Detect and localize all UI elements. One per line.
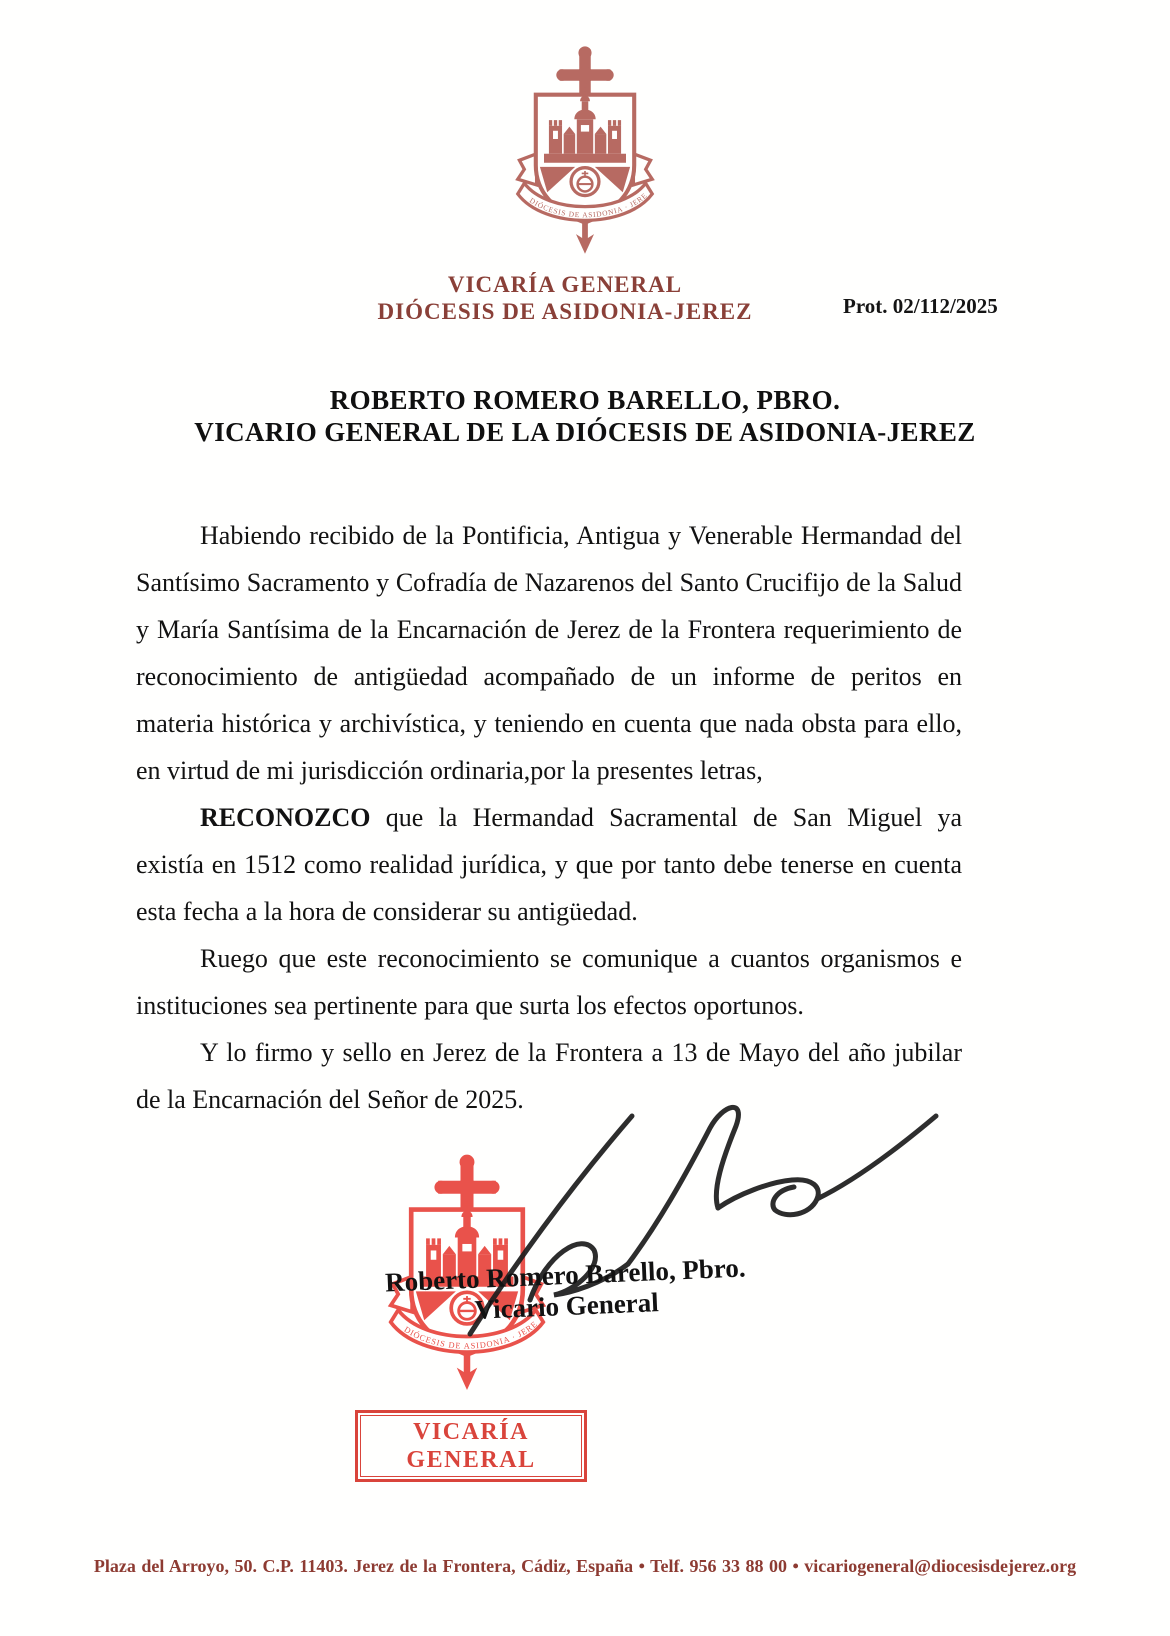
stamp-line2: GENERAL bbox=[406, 1447, 536, 1473]
letterhead-diocese: DIÓCESIS DE ASIDONIA-JEREZ bbox=[377, 299, 753, 324]
title-role-line: VICARIO GENERAL DE LA DIÓCESIS DE ASIDONIA-JEREZ bbox=[194, 417, 976, 447]
stamp-box-text bbox=[358, 1413, 584, 1474]
signer-name: Roberto Romero Barello, Pbro. bbox=[384, 1252, 747, 1298]
letter-body bbox=[136, 512, 962, 1123]
letterhead-office: VICARÍA GENERAL bbox=[447, 272, 683, 297]
paragraph-recognition bbox=[136, 794, 962, 935]
signer-role: Vicario General bbox=[473, 1287, 660, 1325]
paragraph-request: Ruego que este reconocimiento se comunique a cuantos organismos e instituciones sea pertinente para que surta los efectos oportunos. bbox=[136, 944, 962, 1020]
reconozco-keyword: RECONOZCO bbox=[200, 803, 371, 832]
diocese-crest-icon bbox=[503, 42, 667, 254]
document-title bbox=[0, 384, 1170, 448]
footer-contact-line: Plaza del Arroyo, 50. C.P. 11403. Jerez de la Frontera, Cádiz, España • Telf. 956 33 88 00 • vicariogeneral@diocesisdejerez.org bbox=[93, 1556, 1077, 1576]
title-name-line: ROBERTO ROMERO BARELLO, PBRO. bbox=[329, 385, 841, 415]
stamp-line1: VICARÍA bbox=[413, 1419, 529, 1445]
protocol-number: Prot. 02/112/2025 bbox=[843, 294, 998, 318]
vicaria-general-stamp-box bbox=[355, 1410, 587, 1482]
paragraph-recognition-rest: que la Hermandad Sacramental de San Miguel ya existía en 1512 como realidad jurídica, y que por tanto debe tenerse en cuenta esta fecha a la hora de considerar su antigüedad. bbox=[136, 803, 962, 926]
paragraph-closing: Y lo firmo y sello en Jerez de la Frontera a 13 de Mayo del año jubilar de la Encarnación del Señor de 2025. bbox=[136, 1038, 962, 1114]
paragraph-preamble: Habiendo recibido de la Pontificia, Antigua y Venerable Hermandad del Santísimo Sacramento y Cofradía de Nazarenos del Santo Crucifijo de la Salud y María Santísima de la Encarnación de Jerez de la Frontera requerimiento de reconocimiento de antigüedad acompañado de un informe de peritos en materia histórica y archivística, y teniendo en cuenta que nada obsta para ello, en virtud de mi jurisdicción ordinaria,por la presentes letras, bbox=[136, 521, 962, 785]
